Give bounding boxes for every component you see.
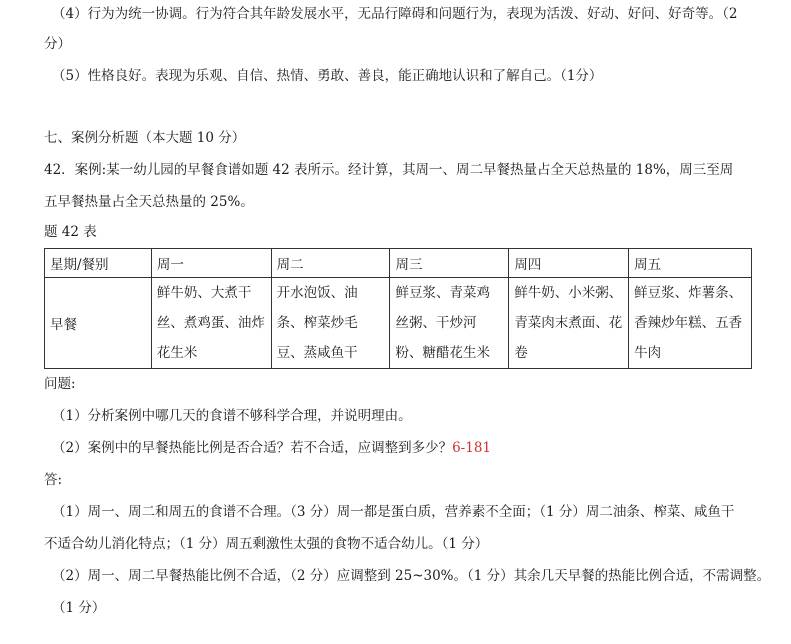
table-header-cell: 星期/餐别 xyxy=(45,249,152,278)
row-label: 早餐 xyxy=(45,278,152,369)
table-header-cell: 周五 xyxy=(629,249,752,278)
questions-label: 问题: xyxy=(44,376,76,392)
table-header-row xyxy=(45,249,752,278)
question-2 xyxy=(0,438,791,458)
item-4-line-1: （4）行为为统一协调。行为符合其年龄发展水平，无品行障碍和问题行为，表现为活泼、好动、好问、好奇等。（2 xyxy=(52,6,738,22)
answer-1-line-1: （1）周一、周二和周五的食谱不合理。（3 分）周一都是蛋白质，营养素不全面；（1 分）周二油条、榨菜、咸鱼干 xyxy=(52,504,735,520)
item-5: （5）性格良好。表现为乐观、自信、热情、勇敢、善良，能正确地认识和了解自己。（1分） xyxy=(52,68,603,84)
table-row xyxy=(45,278,752,369)
table-header-cell: 周一 xyxy=(151,249,271,278)
answer-label: 答: xyxy=(44,472,63,488)
table-cell: 鲜牛奶、小米粥、青菜肉末煮面、花卷 xyxy=(509,278,629,369)
table-header-cell: 周四 xyxy=(509,249,629,278)
answer-2-line-2: （1 分） xyxy=(52,600,106,616)
table-caption: 题 42 表 xyxy=(44,224,97,240)
table-header-cell: 周三 xyxy=(390,249,509,278)
answer-1-line-2: 不适合幼儿消化特点；（1 分）周五剩激性太强的食物不适合幼儿。（1 分） xyxy=(44,536,489,552)
question-1: （1）分析案例中哪几天的食谱不够科学合理，并说明理由。 xyxy=(52,408,412,424)
table-cell: 鲜牛奶、大煮干丝、煮鸡蛋、油炸花生米 xyxy=(151,278,271,369)
table-cell: 鲜豆浆、炸薯条、香辣炒年糕、五香牛肉 xyxy=(629,278,752,369)
table-cell: 开水泡饭、油条、榨菜炒毛豆、蒸咸鱼干 xyxy=(271,278,390,369)
section-title: 七、案例分析题（本大题 10 分） xyxy=(44,130,246,146)
table-cell: 鲜豆浆、青菜鸡丝粥、干炒河粉、糖醋花生米 xyxy=(390,278,509,369)
answer-2-line-1: （2）周一、周二早餐热能比例不合适，（2 分）应调整到 25~30%。（1 分）其余几天早餐的热能比例合适，不需调整。 xyxy=(52,568,771,584)
question-2-text: （2）案例中的早餐热能比例是否合适？若不合适，应调整到多少？ xyxy=(52,440,453,456)
table-header-cell: 周二 xyxy=(271,249,390,278)
item-4-line-2: 分） xyxy=(44,36,71,52)
question-42-line-2: 五早餐热量占全天总热量的 25%。 xyxy=(44,194,254,210)
breakfast-menu-table xyxy=(44,248,752,369)
question-2-ref: 6-181 xyxy=(452,440,492,456)
question-42-line-1: 42．案例:某一幼儿园的早餐食谱如题 42 表所示。经计算，其周一、周二早餐热量占全天总热量的 18%，周三至周 xyxy=(44,162,734,178)
